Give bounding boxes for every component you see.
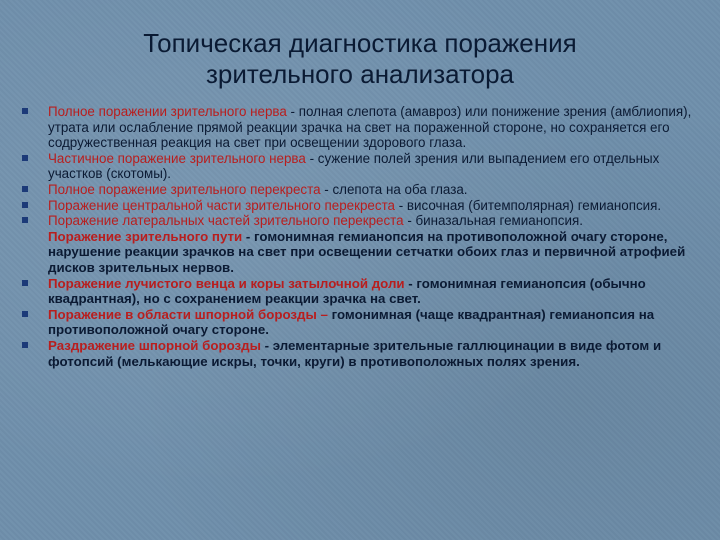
item-continuation [48,229,702,276]
square-bullet-icon [22,311,28,317]
item-term: Частичное поражение зрительного нерва [48,150,306,166]
title-line-1: Топическая диагностика поражения [143,28,577,58]
item-term: Поражение в области шпорной борозды – [48,306,328,322]
square-bullet-icon [22,342,28,348]
item-term: Поражение латеральных частей зрительного перекреста [48,213,404,229]
square-bullet-icon [22,108,28,114]
item-text: - сужение полей зрения или выпадением его отдельных участков (скотомы). [48,150,660,182]
title-line-2: зрительного анализатора [205,59,515,89]
list-item [22,307,702,338]
item-term: Поражение зрительного пути [48,228,243,244]
item-text: - биназальная гемианопсия. [403,213,583,229]
item-text: гомонимная (чаще квадрантная) гемианопсия на противоположной очагу стороне. [48,306,655,338]
list-item [22,276,702,307]
list-item [22,213,702,275]
square-bullet-icon [22,155,28,161]
square-bullet-icon [22,217,28,223]
item-term: Полное поражение зрительного перекреста [48,181,321,197]
slide-title [40,28,680,90]
item-text: - элементарные зрительные галлюцинации в виде фотом и фотопсий (мелькающие искры, точки, круги) в противоположных полях зрения. [48,337,662,369]
list-item [22,182,702,198]
item-text: - гомонимная гемианопсия на противоположной очагу стороне, нарушение реакции зрачков на свет при освещении сетчатки обоих глаз и первичной атрофией дисков зрительных нервов. [48,228,686,275]
item-term: Поражение лучистого венца и коры затылочной доли [48,275,405,291]
item-text: - гомонимная гемианопсия (обычно квадрантная), но с сохранением реакции зрачка на свет. [48,275,646,307]
item-term: Поражение центральной части зрительного перекреста [48,197,395,213]
square-bullet-icon [22,202,28,208]
item-text: - слепота на оба глаза. [320,181,468,197]
item-text: - височная (битемполярная) гемианопсия. [395,197,662,213]
list-item [22,198,702,214]
list-item [22,338,702,369]
list-item [22,151,702,182]
list-item [22,104,702,151]
item-term: Полное поражении зрительного нерва [48,104,287,119]
square-bullet-icon [22,280,28,286]
square-bullet-icon [22,186,28,192]
item-text: - полная слепота (амавроз) или понижение зрения (амблиопия), утрата или ослабление прямой реакции зрачка на свет на пораженной стороне, но сохраняется его содружественная реакция на свет при освещении здорового глаза. [48,104,692,151]
bullet-list [22,104,702,369]
item-term: Раздражение шпорной борозды [48,337,261,353]
